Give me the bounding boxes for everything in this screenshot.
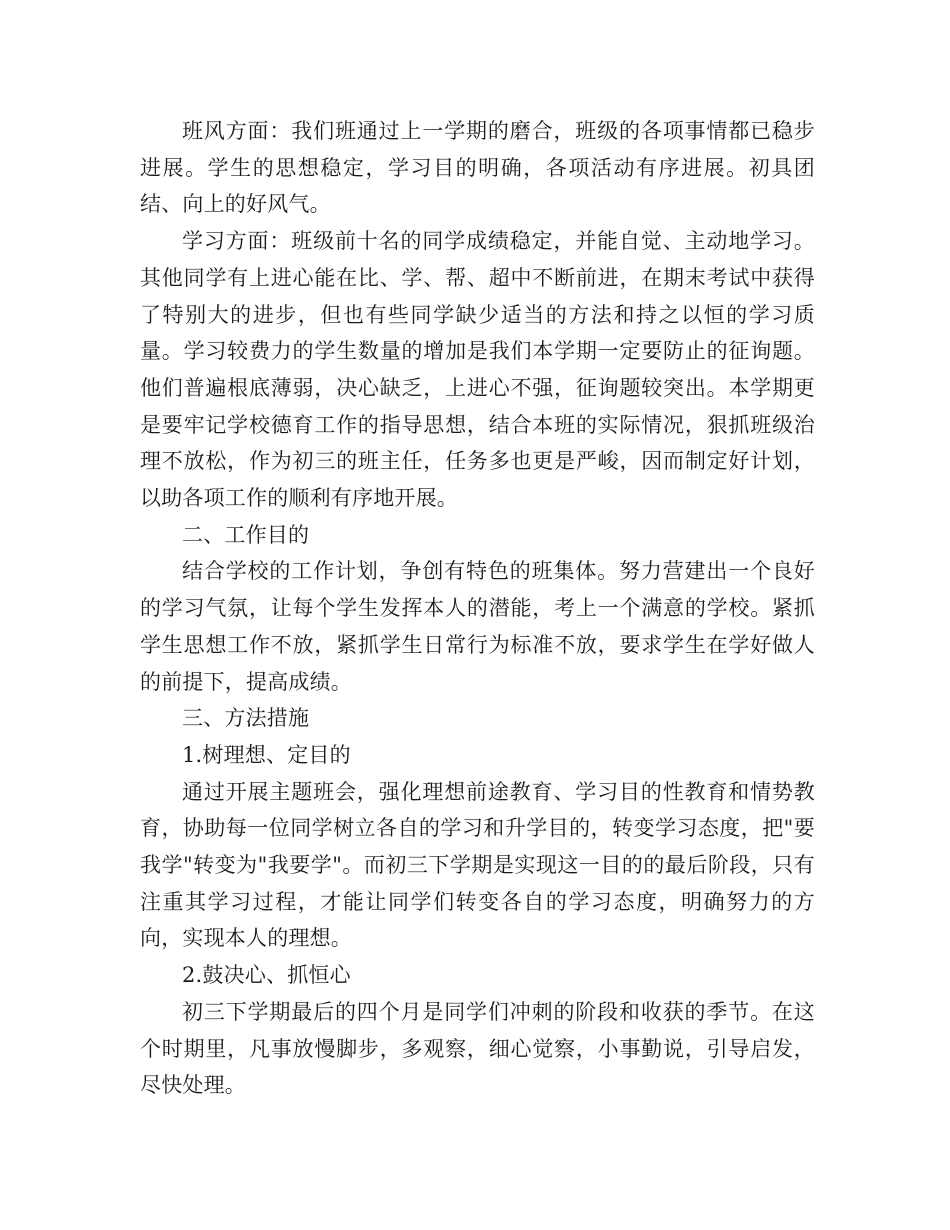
heading-work-goals: 二、工作目的 <box>182 522 310 547</box>
paragraph-item-2: 初三下学期最后的四个月是同学们冲刺的阶段和收获的季节。在这个时期里，凡事放慢脚步，多观察，细心觉察，小事勤说，引导启发，尽快处理。 <box>140 999 815 1098</box>
paragraph-item-1: 通过开展主题班会，强化理想前途教育、学习目的性教育和情势教育，协助每一位同学树立各自的学习和升学目的，转变学习态度，把"要我学"转变为"我要学"。而初三下学期是实现这一目的的最后阶段，只有注重其学习过程，才能让同学们转变各自的学习态度，明确努力的方向，实现本人的理想。 <box>140 779 815 951</box>
paragraph-work-goals: 结合学校的工作计划，争创有特色的班集体。努力营建出一个良好的学习气氛，让每个学生发挥本人的潜能，考上一个满意的学校。紧抓学生思想工作不放，紧抓学生日常行为标准不放，要求学生在学好做人的前提下，提高成绩。 <box>140 559 815 694</box>
paragraph-study: 学习方面：班级前十名的同学成绩稳定，并能自觉、主动地学习。其他同学有上进心能在比、学、帮、超中不断前进，在期末考试中获得了特别大的进步，但也有些同学缺少适当的方法和持之以恒的学习质量。学习较费力的学生数量的增加是我们本学期一定要防止的征询题。他们普遍根底薄弱，决心缺乏，上进心不强，征询题较突出。本学期更是要牢记学校德育工作的指导思想，结合本班的实际情况，狠抓班级治理不放松，作为初三的班主任，任务多也更是严峻，因而制定好计划，以助各项工作的顺利有序地开展。 <box>140 229 815 511</box>
paragraph-class-atmosphere: 班风方面：我们班通过上一学期的磨合，班级的各项事情都已稳步进展。学生的思想稳定，学习目的明确，各项活动有序进展。初具团结、向上的好风气。 <box>140 119 815 217</box>
heading-item-1: 1.树理想、定目的 <box>182 742 351 767</box>
heading-methods: 三、方法措施 <box>182 706 310 731</box>
heading-item-2: 2.鼓决心、抓恒心 <box>182 963 351 988</box>
document-body <box>140 113 815 1104</box>
